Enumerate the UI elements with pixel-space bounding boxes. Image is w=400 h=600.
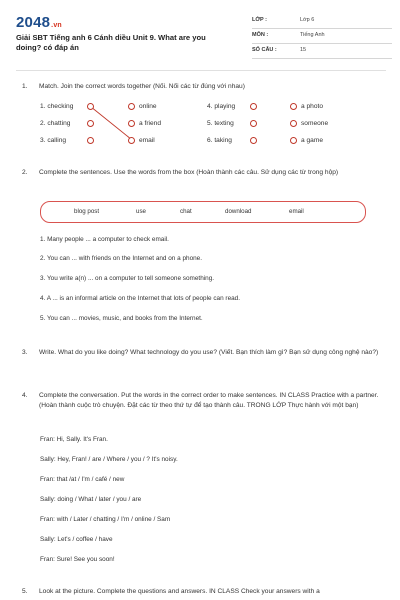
sentence-line: 2. You can ... with friends on the Internet and on a phone. (40, 255, 203, 262)
sentence-line: 5. You can ... movies, music, and books from the Internet. (40, 315, 203, 322)
question-number: 5. (22, 588, 28, 595)
logo-suffix: .vn (51, 22, 62, 29)
match-right-item: online (139, 103, 157, 110)
meta-key: LỚP : (252, 17, 267, 23)
meta-value: Tiếng Anh (300, 32, 325, 38)
question-text: Write. What do you like doing? What technology do you use? (Viết. Bạn thích làm gì? Bạn sử dụng công nghệ nào?) (39, 349, 379, 356)
match-dot[interactable] (128, 120, 135, 127)
match-dot[interactable] (128, 103, 135, 110)
meta-key: SỐ CÂU : (252, 47, 277, 53)
logo-main: 2048 (16, 14, 51, 31)
sentence-line: 4. A ... is an informal article on the Internet that lots of people can read. (40, 295, 241, 302)
match-right-item: email (139, 137, 155, 144)
match-dot[interactable] (250, 120, 257, 127)
dialogue-line: Fran: Sure! See you soon! (40, 556, 115, 563)
sentence-line: 3. You write a(n) ... on a computer to tell someone something. (40, 275, 215, 282)
dialogue-line: Sally: doing / What / later / you / are (40, 496, 142, 503)
match-left-item: 5. texting (207, 120, 234, 127)
word-box-item: use (136, 208, 146, 215)
match-dot[interactable] (87, 103, 94, 110)
meta-value: 15 (300, 47, 307, 53)
document-title: Giải SBT Tiếng anh 6 Cánh diều Unit 9. What are you doing? có đáp án (16, 33, 206, 52)
meta-key: MÔN : (252, 32, 269, 38)
match-right-item: someone (301, 120, 329, 127)
question-text: Complete the conversation. Put the words in the correct order to make sentences. IN CLASS Practice with a partner. (Hoàn thành cuộc trò chuyện. Đặt các từ theo thứ tự để tạo thành câu. TRONG LỚP Thực hành với một bạn) (39, 392, 379, 409)
dialogue-line: Fran: that /at / I'm / café / new (40, 476, 125, 483)
match-right-item: a photo (301, 103, 323, 110)
match-left-item: 4. playing (207, 103, 236, 110)
match-dot[interactable] (250, 137, 257, 144)
match-left-item: 3. calling (40, 137, 67, 144)
match-dot[interactable] (87, 137, 94, 144)
dialogue-line: Fran: Hi, Sally. It's Fran. (40, 436, 108, 443)
match-dot[interactable] (250, 103, 257, 110)
question-text: Match. Join the correct words together (Nối. Nối các từ đúng với nhau) (39, 83, 245, 90)
dialogue-line: Sally: Let's / coffee / have (40, 536, 113, 543)
question-text: Complete the sentences. Use the words from the box (Hoàn thành các câu. Sử dụng các từ trong hộp) (39, 169, 339, 176)
question-text: Look at the picture. Complete the questions and answers. IN CLASS Check your answers with a (39, 588, 320, 595)
sentence-line: 1. Many people ... a computer to check email. (40, 236, 169, 243)
dialogue-line: Sally: Hey, Fran! / are / Where / you / ? It's noisy. (40, 456, 178, 463)
word-box-item: blog post (74, 208, 100, 215)
match-dot[interactable] (290, 103, 297, 110)
match-right-item: a game (301, 137, 323, 144)
question-number: 2. (22, 169, 28, 176)
word-box-item: download (225, 208, 252, 215)
word-box-item: email (289, 208, 304, 215)
match-left-item: 6. taking (207, 137, 232, 144)
question-number: 4. (22, 392, 28, 399)
word-box-item: chat (180, 208, 192, 215)
match-dot[interactable] (290, 137, 297, 144)
match-dot[interactable] (87, 120, 94, 127)
match-line (91, 107, 132, 140)
word-box (40, 201, 366, 223)
match-dot[interactable] (290, 120, 297, 127)
match-right-item: a friend (139, 120, 161, 127)
match-dot[interactable] (128, 137, 135, 144)
question-number: 1. (22, 83, 28, 90)
question-number: 3. (22, 349, 28, 356)
match-left-item: 1. checking (40, 103, 74, 110)
meta-value: Lớp 6 (300, 17, 315, 23)
match-left-item: 2. chatting (40, 120, 71, 127)
dialogue-line: Fran: with / Later / chatting / I'm / online / Sam (40, 516, 171, 523)
